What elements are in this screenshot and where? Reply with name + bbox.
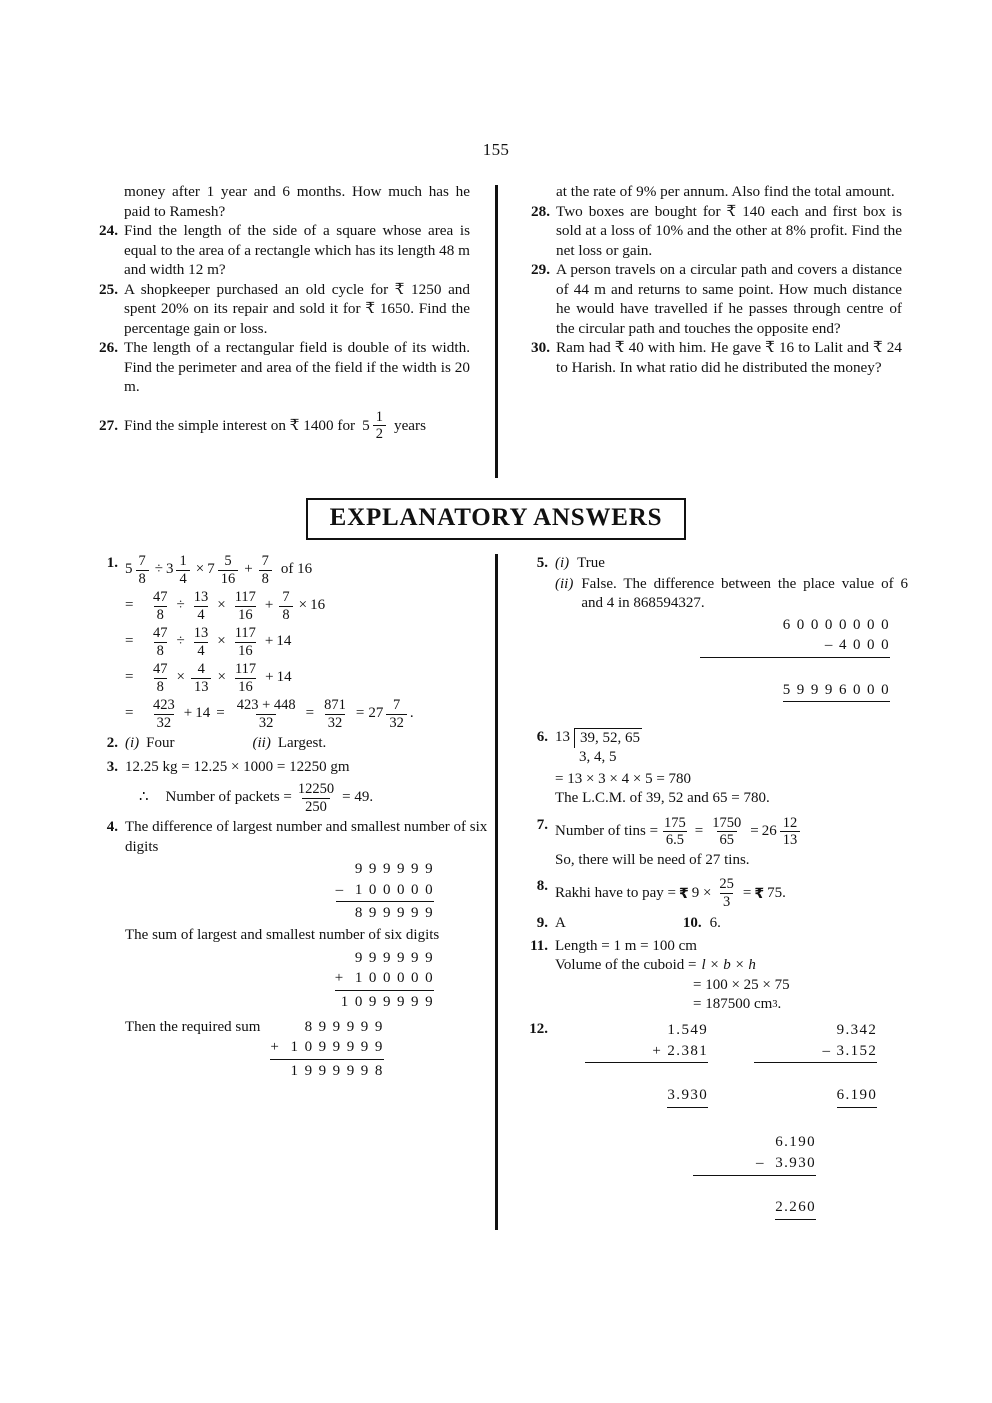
mixed-number: [125, 554, 152, 586]
questions-area: [92, 182, 902, 482]
fraction: [176, 554, 189, 586]
fraction-numerator: 1750: [712, 814, 742, 831]
fraction: [136, 554, 149, 586]
questions-right-column: [524, 182, 902, 377]
a8-value-1: 9 ×: [691, 884, 712, 901]
fraction-denominator: 2: [373, 425, 386, 442]
a5-part-i-text: True: [577, 555, 605, 571]
fraction-denominator: 4: [194, 642, 207, 659]
fraction: [386, 698, 407, 730]
calc-operand-2: – 3.930: [756, 1155, 816, 1172]
calc-result: 1 0 9 9 9 9 9: [335, 990, 434, 1013]
fraction-numerator: 47: [153, 661, 168, 677]
a5-calc: [700, 615, 890, 723]
fraction: [232, 662, 259, 694]
fraction: [191, 662, 212, 694]
q27-mixed-number: [362, 410, 389, 442]
whole: 7: [207, 561, 215, 578]
calc-result: 3.930: [667, 1085, 708, 1108]
equals: =: [750, 823, 759, 840]
operator: ÷: [154, 561, 163, 578]
explanatory-answers-banner: EXPLANATORY ANSWERS: [306, 498, 687, 540]
answer-body: [555, 816, 908, 871]
question-item: [92, 221, 470, 280]
fraction-denominator: 16: [235, 642, 256, 659]
question-text: at the rate of 9% per annum. Also find the total amount.: [556, 183, 895, 200]
fraction-denominator: 8: [259, 570, 272, 587]
superscript-3: 3: [772, 999, 778, 1011]
answer-body: [555, 728, 908, 809]
fraction-denominator: 8: [136, 570, 149, 587]
answer-body: [555, 914, 908, 934]
operator: +: [183, 705, 193, 722]
a7-equation: [555, 816, 908, 848]
calc-operand-2: + 2.381: [652, 1042, 709, 1059]
fraction: [150, 698, 178, 730]
fraction-numerator: 5: [224, 553, 232, 569]
answer-6: [518, 728, 908, 809]
a2-part-ii-text: Largest.: [277, 735, 327, 751]
a7-note: So, there will be need of 27 tins.: [555, 851, 750, 868]
fraction-numerator: 117: [234, 661, 257, 677]
question-text: Find the length of the side of a square whose area is equal to the area of a rectangle which has its length 48 m and width 12 m?: [124, 222, 470, 279]
roman-ii: (ii): [252, 735, 271, 751]
q27-lead: Find the simple interest on ₹ 1400 for: [124, 417, 356, 435]
mixed-number: [166, 554, 193, 586]
question-number: 30.: [531, 339, 550, 357]
fraction-denominator: 8: [154, 642, 167, 659]
fraction: [780, 816, 801, 848]
answer-4: [88, 818, 488, 1082]
fraction-denominator: 16: [218, 570, 239, 587]
questions-left-column: [92, 182, 470, 442]
fraction: [232, 626, 259, 658]
fraction: [709, 816, 744, 848]
answer-body: [125, 554, 488, 730]
question-number: 26.: [99, 339, 118, 357]
question-text: [124, 410, 470, 442]
fraction-denominator: 13: [780, 831, 801, 848]
operator: ×: [195, 561, 205, 578]
question-number: 24.: [99, 222, 118, 240]
whole: 5: [125, 561, 133, 578]
a11-line-3: = 100 × 25 × 75: [693, 976, 790, 993]
fraction: [661, 816, 689, 848]
question-text: money after 1 year and 6 months. How much has he paid to Ramesh?: [124, 183, 470, 220]
operator: ×: [217, 633, 226, 650]
calc-operand-1: 6 0 0 0 0 0 0 0: [782, 616, 890, 633]
fraction: [150, 662, 171, 694]
mixed-number: [368, 698, 410, 730]
a12-calc-b: [754, 1020, 877, 1128]
fraction-numerator: 7: [261, 553, 269, 569]
answer-8: [518, 877, 908, 909]
fraction-denominator: 4: [176, 570, 189, 587]
a6-lcm-division: [555, 728, 642, 749]
a8-equation: [555, 877, 908, 909]
a2-row: [125, 734, 488, 754]
fraction-numerator: 25: [719, 876, 734, 893]
a12-calc-c: [693, 1132, 816, 1240]
q27-tail: years: [393, 417, 427, 435]
a9-text: A: [555, 915, 566, 932]
a4-calc-2-wrap: [125, 948, 488, 1013]
operator: +: [264, 633, 274, 650]
column-divider-bottom: [495, 554, 498, 1230]
a3-result: = 49.: [342, 789, 374, 806]
question-number: 29.: [531, 261, 550, 279]
a5-part-i: [555, 554, 908, 574]
fraction: [150, 590, 171, 622]
question-text: Ram had ₹ 40 with him. He gave ₹ 16 to Lalit and ₹ 24 to Harish. In what ratio did he distributed the money?: [556, 339, 902, 376]
calc-operand-2: + 1 0 0 0 0 0: [334, 970, 434, 987]
a11-volume-label: Volume of the cuboid =: [555, 957, 697, 974]
fraction: [191, 590, 212, 622]
a10-text: 6.: [709, 915, 721, 932]
answer-2: [88, 734, 488, 754]
answer-number: 11.: [530, 937, 548, 954]
lcm-divisor: 13: [555, 728, 570, 745]
fraction-denominator: 13: [191, 678, 212, 695]
calc-operand-1: 8 9 9 9 9 9: [304, 1018, 384, 1035]
a3-line-1: 12.25 kg = 12.25 × 1000 = 12250 gm: [125, 758, 350, 775]
fraction-denominator: 6.5: [663, 831, 687, 848]
calc-result: 1 9 9 9 9 9 8: [270, 1059, 383, 1082]
equals: =: [216, 705, 225, 722]
a1-line-3: [125, 626, 488, 658]
fraction-numerator: 117: [234, 589, 256, 605]
answers-right-column: [518, 554, 908, 1243]
operator: ×: [298, 597, 308, 614]
a5-part-ii-text: False. The difference between the place value of 6 and 4 in 868594327.: [581, 575, 908, 611]
fraction: [295, 782, 337, 814]
calc-operand-2: – 1 0 0 0 0 0: [335, 881, 434, 898]
fraction-numerator: 13: [193, 625, 209, 641]
answer-number: 7.: [536, 816, 548, 833]
explanatory-answers-banner-wrap: [0, 498, 992, 540]
roman-i: (i): [555, 555, 570, 571]
question-number: 25.: [99, 280, 118, 298]
equals: =: [125, 705, 134, 722]
fraction-denominator: 32: [325, 714, 346, 731]
answer-number: 10.: [682, 915, 702, 932]
operator: ÷: [176, 597, 185, 614]
answer-body: [125, 818, 488, 1082]
calc-result: 8 9 9 9 9 9: [336, 901, 434, 924]
rupee-icon: ₹: [754, 885, 765, 902]
question-text: A shopkeeper purchased an old cycle for ₹ 1250 and spent 20% on its repair and sold it for ₹ 1650. Find the percentage gain or loss.: [124, 280, 470, 337]
question-item: [92, 338, 470, 397]
a4-calc-2: [335, 948, 434, 1013]
fraction: [218, 554, 239, 586]
a11-volume-formula: l × b × h: [701, 957, 756, 974]
operator: +: [264, 597, 274, 614]
a12-calc-a: [585, 1020, 708, 1128]
fraction-denominator: 4: [194, 606, 207, 623]
calc-operand-2: + 1 0 9 9 9 9 9: [270, 1039, 384, 1056]
answer-5: [518, 554, 908, 723]
operator: ÷: [176, 633, 185, 650]
answer-1: [88, 554, 488, 730]
a8-value-2: 75.: [767, 884, 786, 901]
question-item: [92, 280, 470, 339]
a5-part-ii: [555, 575, 908, 614]
calc-result-wrap: [700, 657, 890, 723]
a8-label: Rakhi have to pay =: [555, 884, 676, 901]
calc-result: 6.190: [837, 1085, 878, 1108]
roman-ii: (ii): [555, 575, 574, 592]
fraction: [321, 698, 349, 730]
page-number: 155: [482, 140, 510, 159]
calc-result-wrap: [693, 1175, 816, 1241]
fraction: [234, 698, 299, 730]
answer-9-10-row: [518, 914, 908, 934]
rupee-icon: ₹: [678, 885, 689, 902]
equals: =: [305, 705, 315, 722]
a6-line-2: The L.C.M. of 39, 52 and 65 = 780.: [555, 790, 770, 807]
answer-body: [555, 937, 908, 1015]
question-item: [524, 260, 902, 338]
fraction-numerator: 47: [153, 625, 168, 641]
fraction-denominator: 32: [256, 714, 277, 731]
question-number: 28.: [531, 202, 550, 220]
operator: +: [265, 669, 274, 686]
fraction-numerator: 423 + 448: [236, 697, 296, 713]
a11-line-4: [693, 995, 908, 1015]
equals: =: [355, 705, 365, 722]
a1-line-1: [125, 554, 488, 586]
calc-operand-2: – 4 0 0 0: [824, 637, 890, 654]
fraction-numerator: 7: [282, 589, 290, 605]
answer-3: [88, 758, 488, 815]
fraction-denominator: 32: [154, 714, 175, 731]
operator: ×: [217, 669, 226, 686]
answer-7: [518, 816, 908, 871]
calc-result: 2.260: [775, 1197, 816, 1220]
calc-operand-1: 9.342: [836, 1021, 878, 1038]
calc-operand-2: – 3.152: [822, 1042, 878, 1059]
question-item: [524, 182, 902, 202]
calc-operand-1: 6.190: [775, 1134, 816, 1151]
a4-final-row: [125, 1017, 488, 1082]
a4-calc-1-wrap: [125, 859, 488, 924]
a1-line-4: [125, 662, 488, 694]
fraction-numerator: 1: [375, 408, 383, 425]
fraction-denominator: 8: [154, 606, 167, 623]
a6-line-1: = 13 × 3 × 4 × 5 = 780: [555, 770, 692, 787]
q27-whole: 5: [362, 417, 370, 435]
operator: +: [244, 561, 253, 578]
question-item: [524, 202, 902, 261]
a4-text-2: The sum of largest and smallest number of six digits: [125, 927, 440, 944]
question-number: 27.: [99, 417, 118, 435]
question-item-27: [92, 410, 470, 442]
a9-a10: [555, 914, 908, 934]
a1-tail: 14: [276, 669, 292, 686]
equals: =: [125, 633, 134, 650]
fraction-denominator: 65: [717, 831, 738, 848]
period: .: [409, 705, 414, 722]
term: 14: [195, 705, 211, 722]
fraction-numerator: 7: [138, 553, 146, 569]
mixed-number: [762, 816, 804, 848]
therefore-symbol: ∴: [139, 789, 149, 806]
fraction: [232, 590, 259, 622]
fraction: [259, 554, 272, 586]
fraction-numerator: 175: [664, 814, 686, 831]
answer-number: 4.: [106, 819, 118, 835]
a6-lcm-quotients: 3, 4, 5: [579, 749, 617, 766]
fraction-denominator: 250: [302, 798, 330, 815]
answer-number: 6.: [536, 728, 548, 745]
fraction-numerator: 1: [179, 553, 187, 569]
fraction-denominator: 16: [235, 678, 256, 695]
a3-line-2: [139, 782, 488, 814]
fraction: [191, 626, 212, 658]
roman-i: (i): [125, 735, 140, 751]
fraction-numerator: 423: [153, 697, 175, 713]
answer-11: [518, 937, 908, 1015]
a2-part-i-text: Four: [146, 735, 175, 751]
a1-line-2: [125, 590, 488, 622]
a1-tail: of 16: [280, 561, 313, 578]
answer-number: 1.: [106, 555, 118, 571]
a11-line-2: [555, 956, 908, 976]
fraction-numerator: 7: [392, 697, 401, 713]
fraction-denominator: 16: [235, 606, 256, 623]
a12-calc-row: [585, 1020, 908, 1128]
equals: =: [694, 823, 704, 840]
q27-fraction: [373, 410, 386, 442]
equals: =: [742, 884, 752, 901]
a1-tail: 14: [276, 633, 292, 650]
answer-number: 2.: [106, 735, 118, 751]
question-item: [92, 182, 470, 221]
answer-body: [555, 554, 908, 723]
answer-body: [555, 877, 908, 909]
a4-text-1: The difference of largest number and smallest number of six digits: [125, 819, 488, 855]
fraction-numerator: 12250: [297, 781, 335, 797]
fraction-numerator: 871: [324, 697, 346, 713]
calc-result: 5 9 9 9 6 0 0 0: [783, 680, 890, 703]
whole: 3: [165, 561, 174, 578]
a5-calc-wrap: [555, 615, 908, 723]
a4-calc-3: [270, 1017, 383, 1082]
equals: =: [125, 597, 134, 614]
calc-result-wrap: [585, 1062, 708, 1128]
calc-operand-1: 9 9 9 9 9 9: [354, 861, 434, 877]
answer-number: 5.: [536, 555, 548, 571]
a1-tail: 16: [310, 597, 326, 614]
fraction-denominator: 32: [386, 714, 407, 731]
whole: 27: [368, 705, 384, 722]
whole: 26: [761, 823, 777, 840]
lcm-dividends: 39, 52, 65: [574, 728, 642, 749]
question-text: The length of a rectangular field is double of its width. Find the perimeter and area of the field if the width is 20 m.: [124, 339, 470, 396]
operator: ×: [217, 597, 226, 614]
fraction-denominator: 3: [720, 893, 733, 910]
fraction: [716, 877, 737, 909]
calc-operand-1: 1.549: [667, 1021, 709, 1038]
fraction-numerator: 13: [193, 589, 209, 605]
answer-body: [555, 1020, 908, 1241]
period: .: [777, 996, 782, 1013]
a4-text-3: Then the required sum: [125, 1018, 261, 1035]
a3-label: Number of packets =: [165, 789, 292, 806]
answer-body: [125, 734, 488, 754]
fraction: [150, 626, 171, 658]
answer-number: 8.: [536, 878, 548, 895]
fraction-numerator: 12: [782, 814, 798, 831]
answer-number: 12.: [529, 1020, 548, 1037]
question-text: A person travels on a circular path and covers a distance of 44 m and returns to same point. How much distance he would have travelled if he passes through centre of the circular path and touches the opposite end?: [556, 261, 902, 337]
calc-result-wrap: [754, 1062, 877, 1128]
a12-calc-c-wrap: [555, 1132, 908, 1240]
fraction-numerator: 4: [197, 661, 205, 677]
question-item: [524, 338, 902, 377]
fraction: [279, 590, 292, 622]
fraction-numerator: 47: [153, 589, 168, 605]
question-text: Two boxes are bought for ₹ 140 each and first box is sold at a loss of 10% and the other at 8% profit. Find the net loss or gain.: [556, 202, 902, 259]
mixed-number: [207, 554, 241, 586]
equals: =: [125, 669, 134, 686]
calc-operand-1: 9 9 9 9 9 9: [354, 949, 434, 966]
a4-calc-1: [336, 859, 434, 924]
answers-left-column: [88, 554, 488, 1084]
answer-12: [518, 1020, 908, 1241]
fraction-denominator: 8: [279, 606, 292, 623]
answer-number: 9.: [536, 915, 548, 932]
a7-label: Number of tins =: [555, 823, 659, 840]
operator: ×: [176, 669, 185, 686]
fraction-denominator: 8: [154, 678, 167, 695]
answer-body: [125, 758, 488, 815]
answer-number: 3.: [106, 758, 118, 775]
a11-line-1: Length = 1 m = 100 cm: [555, 937, 697, 954]
a11-volume-result: = 187500 cm: [693, 996, 773, 1013]
a1-line-5: [125, 698, 488, 730]
fraction-numerator: 117: [234, 625, 256, 641]
